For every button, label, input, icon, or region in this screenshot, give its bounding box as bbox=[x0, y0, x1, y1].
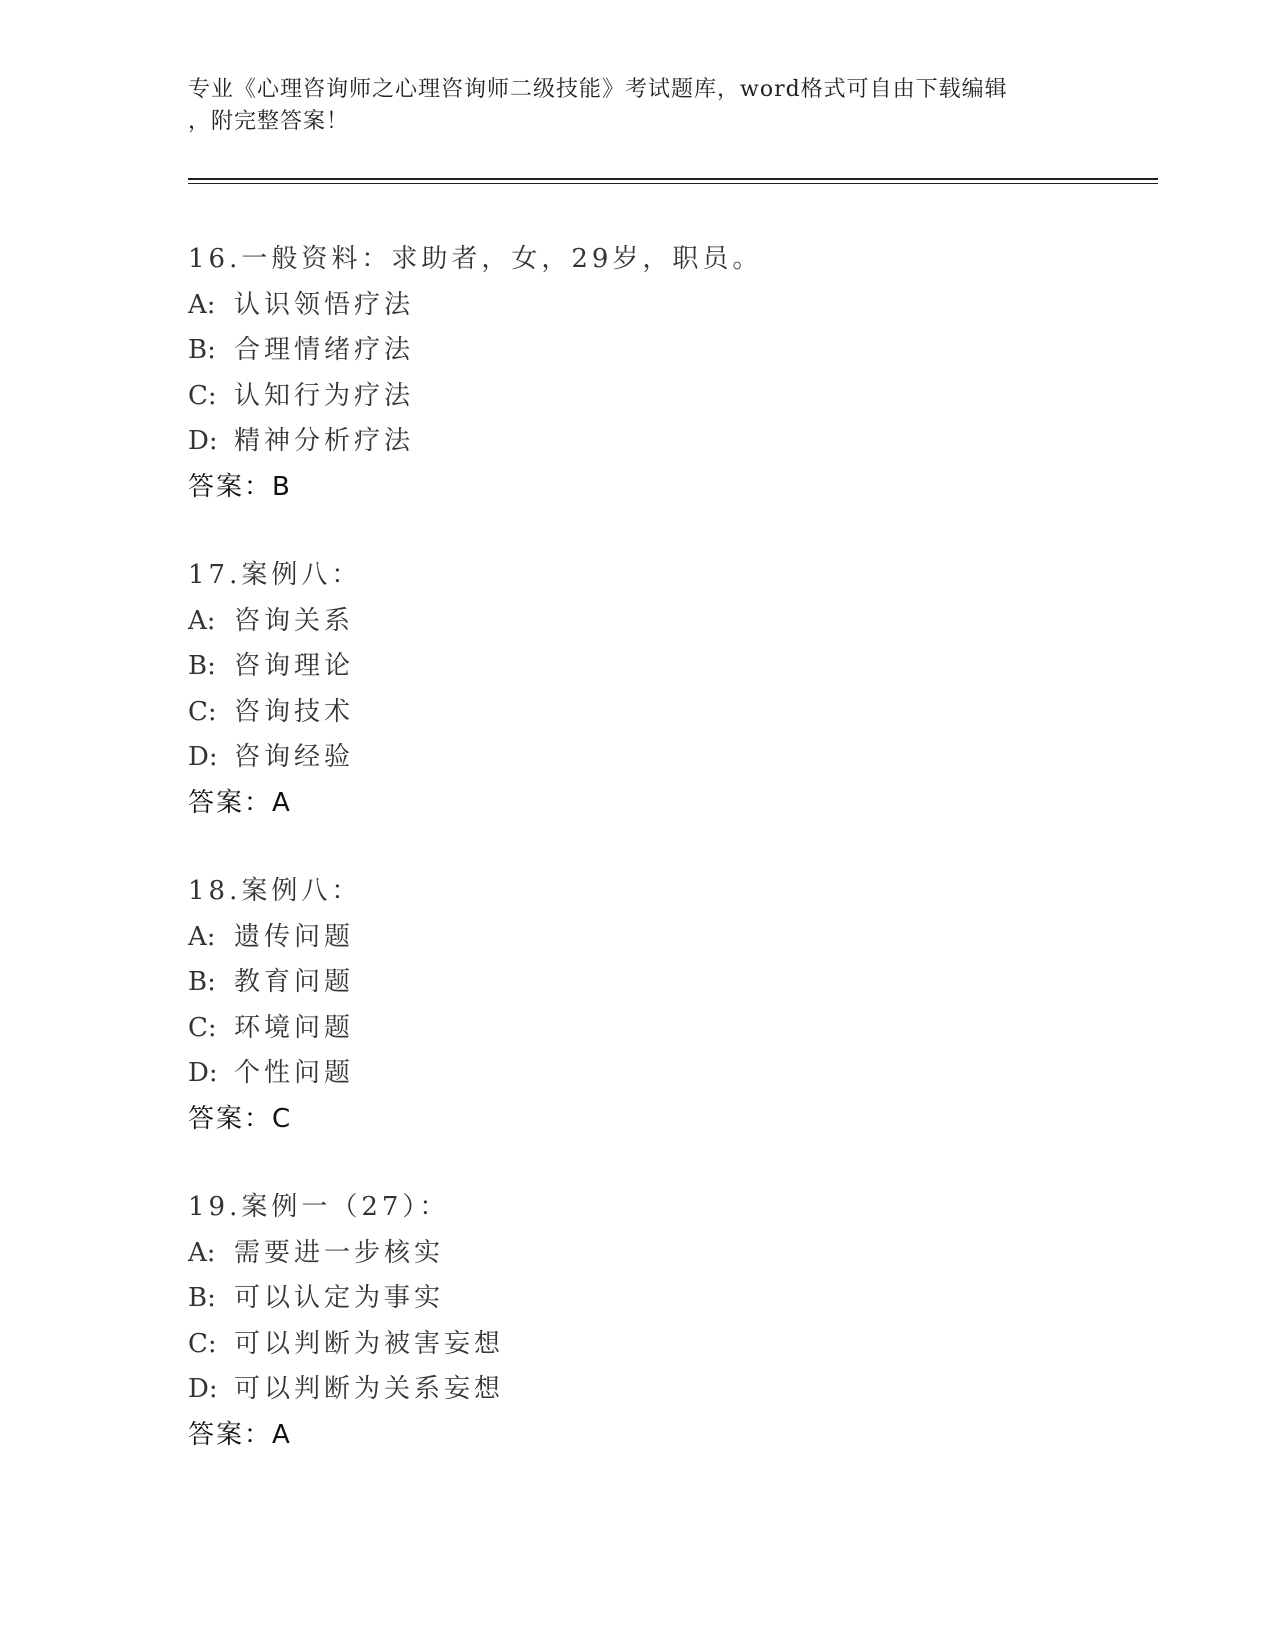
option-letter: C: bbox=[188, 696, 217, 727]
option-text: 咨询理论 bbox=[234, 651, 355, 681]
option-c bbox=[188, 690, 1088, 736]
header-line-2: ，附完整答案！ bbox=[188, 109, 350, 134]
option-text: 环境问题 bbox=[234, 1012, 355, 1043]
option-letter: D: bbox=[188, 1058, 218, 1088]
option-letter: B: bbox=[188, 967, 216, 997]
answer-line: 答案：B bbox=[188, 471, 292, 502]
option-letter: B: bbox=[188, 335, 216, 365]
option-letter: C: bbox=[188, 380, 217, 411]
option-d bbox=[188, 735, 1088, 781]
answer-line: 答案：A bbox=[188, 787, 292, 818]
option-letter: C: bbox=[188, 1328, 217, 1359]
option-d bbox=[188, 419, 1088, 465]
option-letter: A: bbox=[188, 289, 216, 320]
answer-line: 答案：A bbox=[188, 1419, 292, 1450]
option-text: 认识领悟疗法 bbox=[234, 289, 415, 320]
option-letter: A: bbox=[188, 1237, 216, 1268]
option-letter: B: bbox=[188, 651, 216, 681]
option-text: 咨询技术 bbox=[234, 696, 355, 727]
header-line-1: 专业《心理咨询师之心理咨询师二级技能》考试题库，word格式可自由下载编辑 bbox=[188, 77, 1008, 102]
option-a bbox=[188, 915, 1088, 961]
option-text: 合理情绪疗法 bbox=[234, 335, 415, 365]
option-text: 可以认定为事实 bbox=[234, 1283, 445, 1313]
option-letter: A: bbox=[188, 921, 216, 952]
option-letter: D: bbox=[188, 1374, 218, 1404]
option-b bbox=[188, 1276, 1088, 1322]
answer-line: 答案：C bbox=[188, 1103, 293, 1134]
option-text: 可以判断为被害妄想 bbox=[234, 1328, 505, 1359]
header-rule-thick bbox=[188, 178, 1158, 180]
option-text: 可以判断为关系妄想 bbox=[234, 1374, 505, 1404]
option-text: 咨询经验 bbox=[234, 742, 355, 772]
option-letter: D: bbox=[188, 742, 218, 772]
header-rule-thin bbox=[188, 183, 1158, 184]
option-text: 精神分析疗法 bbox=[234, 426, 415, 456]
option-a bbox=[188, 1231, 1088, 1277]
question-stem: 18.案例八： bbox=[188, 876, 362, 906]
option-d bbox=[188, 1051, 1088, 1097]
option-text: 认知行为疗法 bbox=[234, 380, 415, 411]
option-letter: C: bbox=[188, 1012, 217, 1043]
option-d bbox=[188, 1367, 1088, 1413]
option-text: 咨询关系 bbox=[234, 605, 355, 636]
option-b bbox=[188, 328, 1088, 374]
question-stem: 16.一般资料：求助者，女，29岁，职员。 bbox=[188, 244, 763, 274]
option-text: 需要进一步核实 bbox=[234, 1237, 445, 1268]
question-block bbox=[188, 869, 1088, 1142]
option-letter: D: bbox=[188, 426, 218, 456]
document-header bbox=[188, 74, 1088, 138]
option-a bbox=[188, 599, 1088, 645]
question-stem: 19.案例一（27）： bbox=[188, 1192, 450, 1222]
option-text: 遗传问题 bbox=[234, 921, 355, 952]
option-letter: B: bbox=[188, 1283, 216, 1313]
option-c bbox=[188, 374, 1088, 420]
question-block bbox=[188, 1185, 1088, 1458]
question-stem: 17.案例八： bbox=[188, 560, 362, 590]
option-c bbox=[188, 1322, 1088, 1368]
question-block bbox=[188, 237, 1088, 510]
option-text: 教育问题 bbox=[234, 967, 355, 997]
option-b bbox=[188, 644, 1088, 690]
option-letter: A: bbox=[188, 605, 216, 636]
option-c bbox=[188, 1006, 1088, 1052]
question-block bbox=[188, 553, 1088, 826]
option-b bbox=[188, 960, 1088, 1006]
option-a bbox=[188, 283, 1088, 329]
option-text: 个性问题 bbox=[234, 1058, 355, 1088]
